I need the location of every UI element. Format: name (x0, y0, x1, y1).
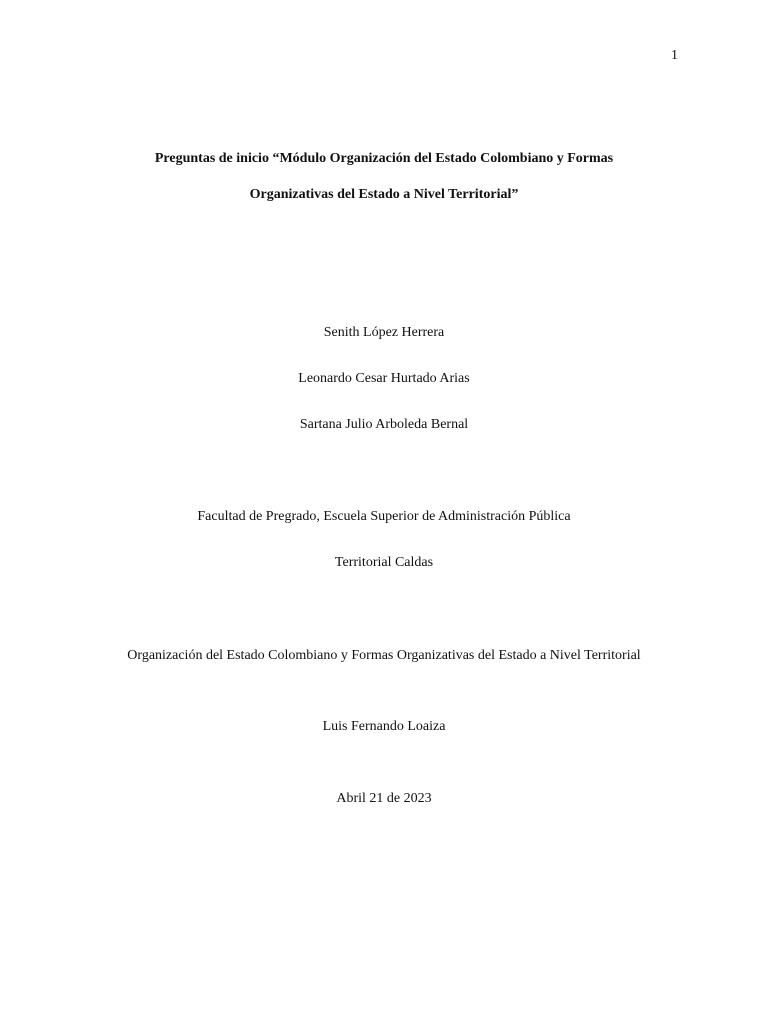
author-2: Leonardo Cesar Hurtado Arias (298, 371, 470, 386)
title-line-1: Preguntas de inicio “Módulo Organización del Estado Colombiano y Formas (154, 151, 614, 166)
author-1: Senith López Herrera (323, 325, 445, 340)
instructor-name: Luis Fernando Loaiza (322, 719, 446, 734)
affiliation-line-2: Territorial Caldas (334, 555, 434, 570)
submission-date: Abril 21 de 2023 (336, 791, 432, 806)
course-name: Organización del Estado Colombiano y Formas Organizativas del Estado a Nivel Territorial (127, 648, 641, 663)
author-3: Sartana Julio Arboleda Bernal (299, 417, 469, 432)
title-line-2: Organizativas del Estado a Nivel Territorial” (249, 187, 519, 202)
affiliation-line-1: Facultad de Pregrado, Escuela Superior de Administración Pública (197, 509, 571, 524)
page-number: 1 (671, 48, 678, 63)
